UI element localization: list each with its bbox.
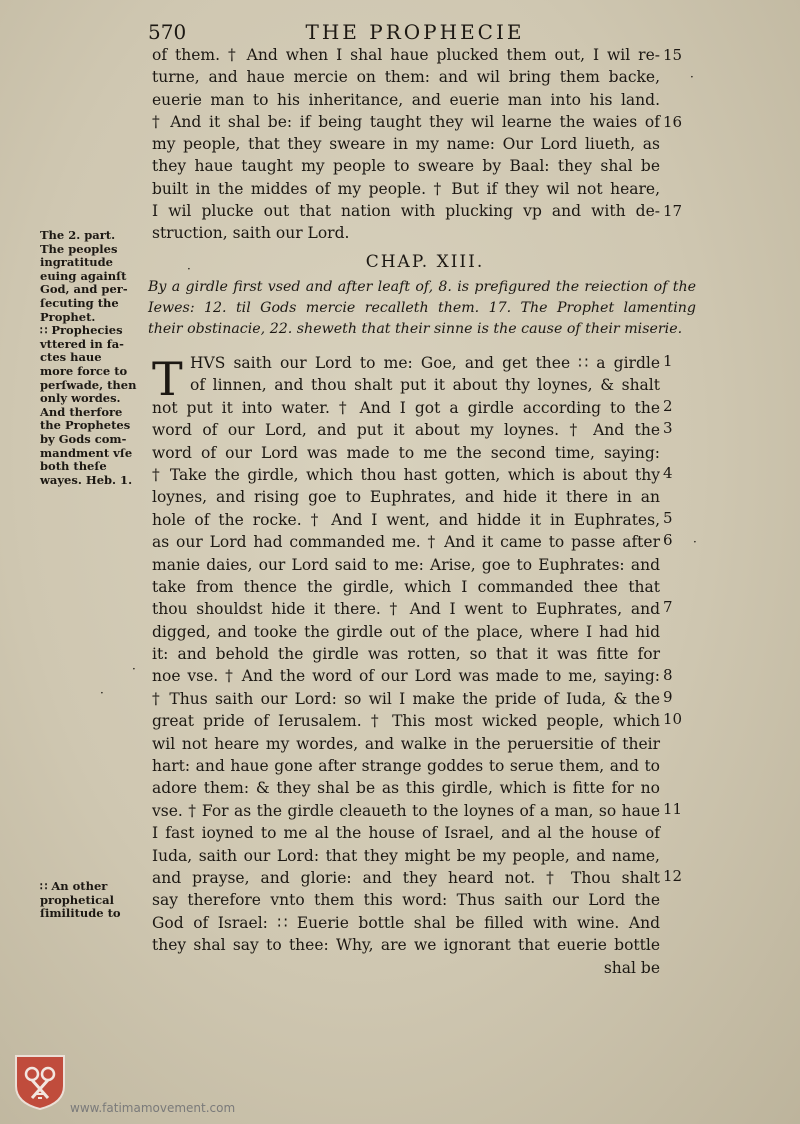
chapter-argument [148,277,696,340]
marginal-note-similitude [40,880,144,921]
text-line: word of our Lord, and put it about my loynes. † And the [152,421,660,440]
verse-number: 8 [663,665,673,684]
text-line: vse. † For as the girdle cleaueth to the loynes of a man, so haue [152,801,660,820]
text-line: struction, saith our Lord. [152,224,350,243]
verse-number: 6 [663,531,673,550]
text-line: say therefore vnto them this word: Thus saith our Lord the [152,891,660,910]
marginal-note-line: Prophet. [40,309,96,324]
text-line: they haue taught my people to sweare by Baal: they shal be [152,157,660,176]
text-line: noe vse. † And the word of our Lord was made to me, saying: [152,667,660,686]
marginal-note-line: ∷ An other [40,879,108,893]
marginal-note-line: And therfore [40,404,123,419]
text-line: shal be [603,958,660,977]
marginal-note-line: both theſe [40,459,107,474]
margin-dot: · [693,535,697,549]
top-text-block [152,44,660,245]
verse-number: 16 [663,112,683,131]
text-line: of them. † And when I shal haue plucked them out, I wil re- [152,46,660,64]
text-line: word of our Lord was made to me the second time, saying: [152,443,660,462]
margin-dot: · [690,70,694,84]
marginal-note-part-two [40,229,144,487]
text-line: Iuda, saith our Lord: that they might be my people, and name, [152,846,660,865]
verse-number: 9 [663,688,673,706]
verse-number: 17 [663,202,683,221]
marginal-note-line: euing againſt [40,268,127,283]
chapter-text-block [152,352,660,979]
text-line: † Thus saith our Lord: so wil I make the pride of Iuda, & the [152,689,660,708]
text-line: hart: and haue gone after strange goddes to serue them, and to [152,757,660,776]
verse-number: 1 [663,352,673,370]
marginal-note-line: ſimilitude to [40,906,121,921]
text-line: I wil plucke out that nation with plucking vp and with de- [152,202,660,221]
marginal-note-line: The peoples [40,241,118,256]
watermark-url: www.fatimamovement.com [70,1101,236,1115]
text-line: hole of the rocke. † And I went, and hidde it in Euphrates, [152,510,660,529]
text-line: built in the middes of my people. † But if they wil not heare, [152,179,660,198]
page-number: 570 [148,20,187,44]
text-line: turne, and haue mercie on them: and wil bring them backe, [152,68,660,87]
margin-dot: · [187,262,191,276]
verse-number: 10 [663,710,683,729]
margin-dot: · [100,686,104,700]
marginal-note-line: mandment vſe [40,445,133,460]
shield-logo-icon [14,1054,66,1110]
verse-number: 5 [663,508,673,527]
marginal-note-line: God, and per- [40,282,128,297]
marginal-note-line: ingratitude [40,255,113,270]
chapter-heading: CHAP. XIII. [365,252,485,272]
marginal-note-line: The 2. part. [40,228,116,242]
text-line: of linnen, and thou shalt put it about thy loynes, & shalt [190,376,660,395]
text-line: as our Lord had commanded me. † And it came to passe after [152,533,660,552]
verse-number: 15 [663,46,683,64]
marginal-note-line: vttered in fa- [40,336,124,351]
text-line: † Take the girdle, which thou hast gotten, which is about thy [152,465,660,484]
text-line: digged, and tooke the girdle out of the place, where I had hid [152,622,660,641]
text-line: God of Israel: ∷ Euerie bottle shal be filled with wine. And [152,913,660,932]
marginal-note-line: ſecuting the [40,295,119,310]
marginal-note-line: perſwade, then [40,377,137,392]
verse-number: 7 [663,598,673,617]
text-line: and prayse, and glorie: and they heard not. † Thou shalt [152,868,660,887]
text-line: take from thence the girdle, which I commanded thee that [152,577,660,596]
text-line: † And it shal be: if being taught they wil learne the waies of [152,112,660,131]
text-line: wil not heare my wordes, and walke in the peruersitie of their [152,734,660,753]
marginal-note-line: only wordes. [40,391,121,406]
text-line: loynes, and rising goe to Euphrates, and hide it there in an [152,488,660,507]
text-line: great pride of Ierusalem. † This most wicked people, which [152,712,660,731]
text-line: my people, that they sweare in my name: Our Lord liueth, as [152,135,660,154]
text-line: manie daies, our Lord said to me: Arise, goe to Euphrates: and [152,555,660,574]
verse-number: 4 [663,464,673,482]
marginal-note-line: wayes. Heb. 1. [40,472,133,487]
verse-number: 12 [663,867,683,886]
marginal-note-line: more force to [40,363,128,378]
verse-number: 3 [663,419,673,438]
text-line: thou shouldst hide it there. † And I went to Euphrates, and [152,600,660,619]
marginal-note-line: by Gods com- [40,431,127,446]
text-line: it: and behold the girdle was rotten, so that it was fitte for [152,645,660,664]
text-line: adore them: & they shal be as this girdle, which is fitte for no [152,779,660,798]
argument-line: their obstinacie, 22. sheweth that their sinne is the cause of their miserie. [148,321,683,337]
text-line: HVS saith our Lord to me: Goe, and get thee ∷ a girdle [190,354,660,372]
marginal-note-line: ctes haue [40,350,102,365]
verse-number: 11 [663,800,683,818]
argument-line: By a girdle first vsed and after leaft of, 8. is prefigured the reiection of the [148,279,696,295]
marginal-note-line: ∷ Prophecies [40,323,123,338]
marginal-note-line: prophetical [40,892,114,907]
text-line: they shal say to thee: Why, are we ignorant that euerie bottle [152,936,660,955]
verse-number: 2 [663,396,673,415]
running-title: THE PROPHECIE [305,20,525,44]
text-line: not put it into water. † And I got a girdle according to the [152,398,660,417]
drop-cap: T [152,352,183,406]
margin-dot: · [132,662,136,676]
page-header [148,20,682,46]
text-line: euerie man to his inheritance, and euerie man into his land. [152,90,660,109]
marginal-note-line: the Prophetes [40,418,131,433]
text-line: I fast ioyned to me al the house of Israel, and al the house of [152,824,660,843]
argument-line: Iewes: 12. til Gods mercie recalleth them. 17. The Prophet lamenting [148,300,696,316]
